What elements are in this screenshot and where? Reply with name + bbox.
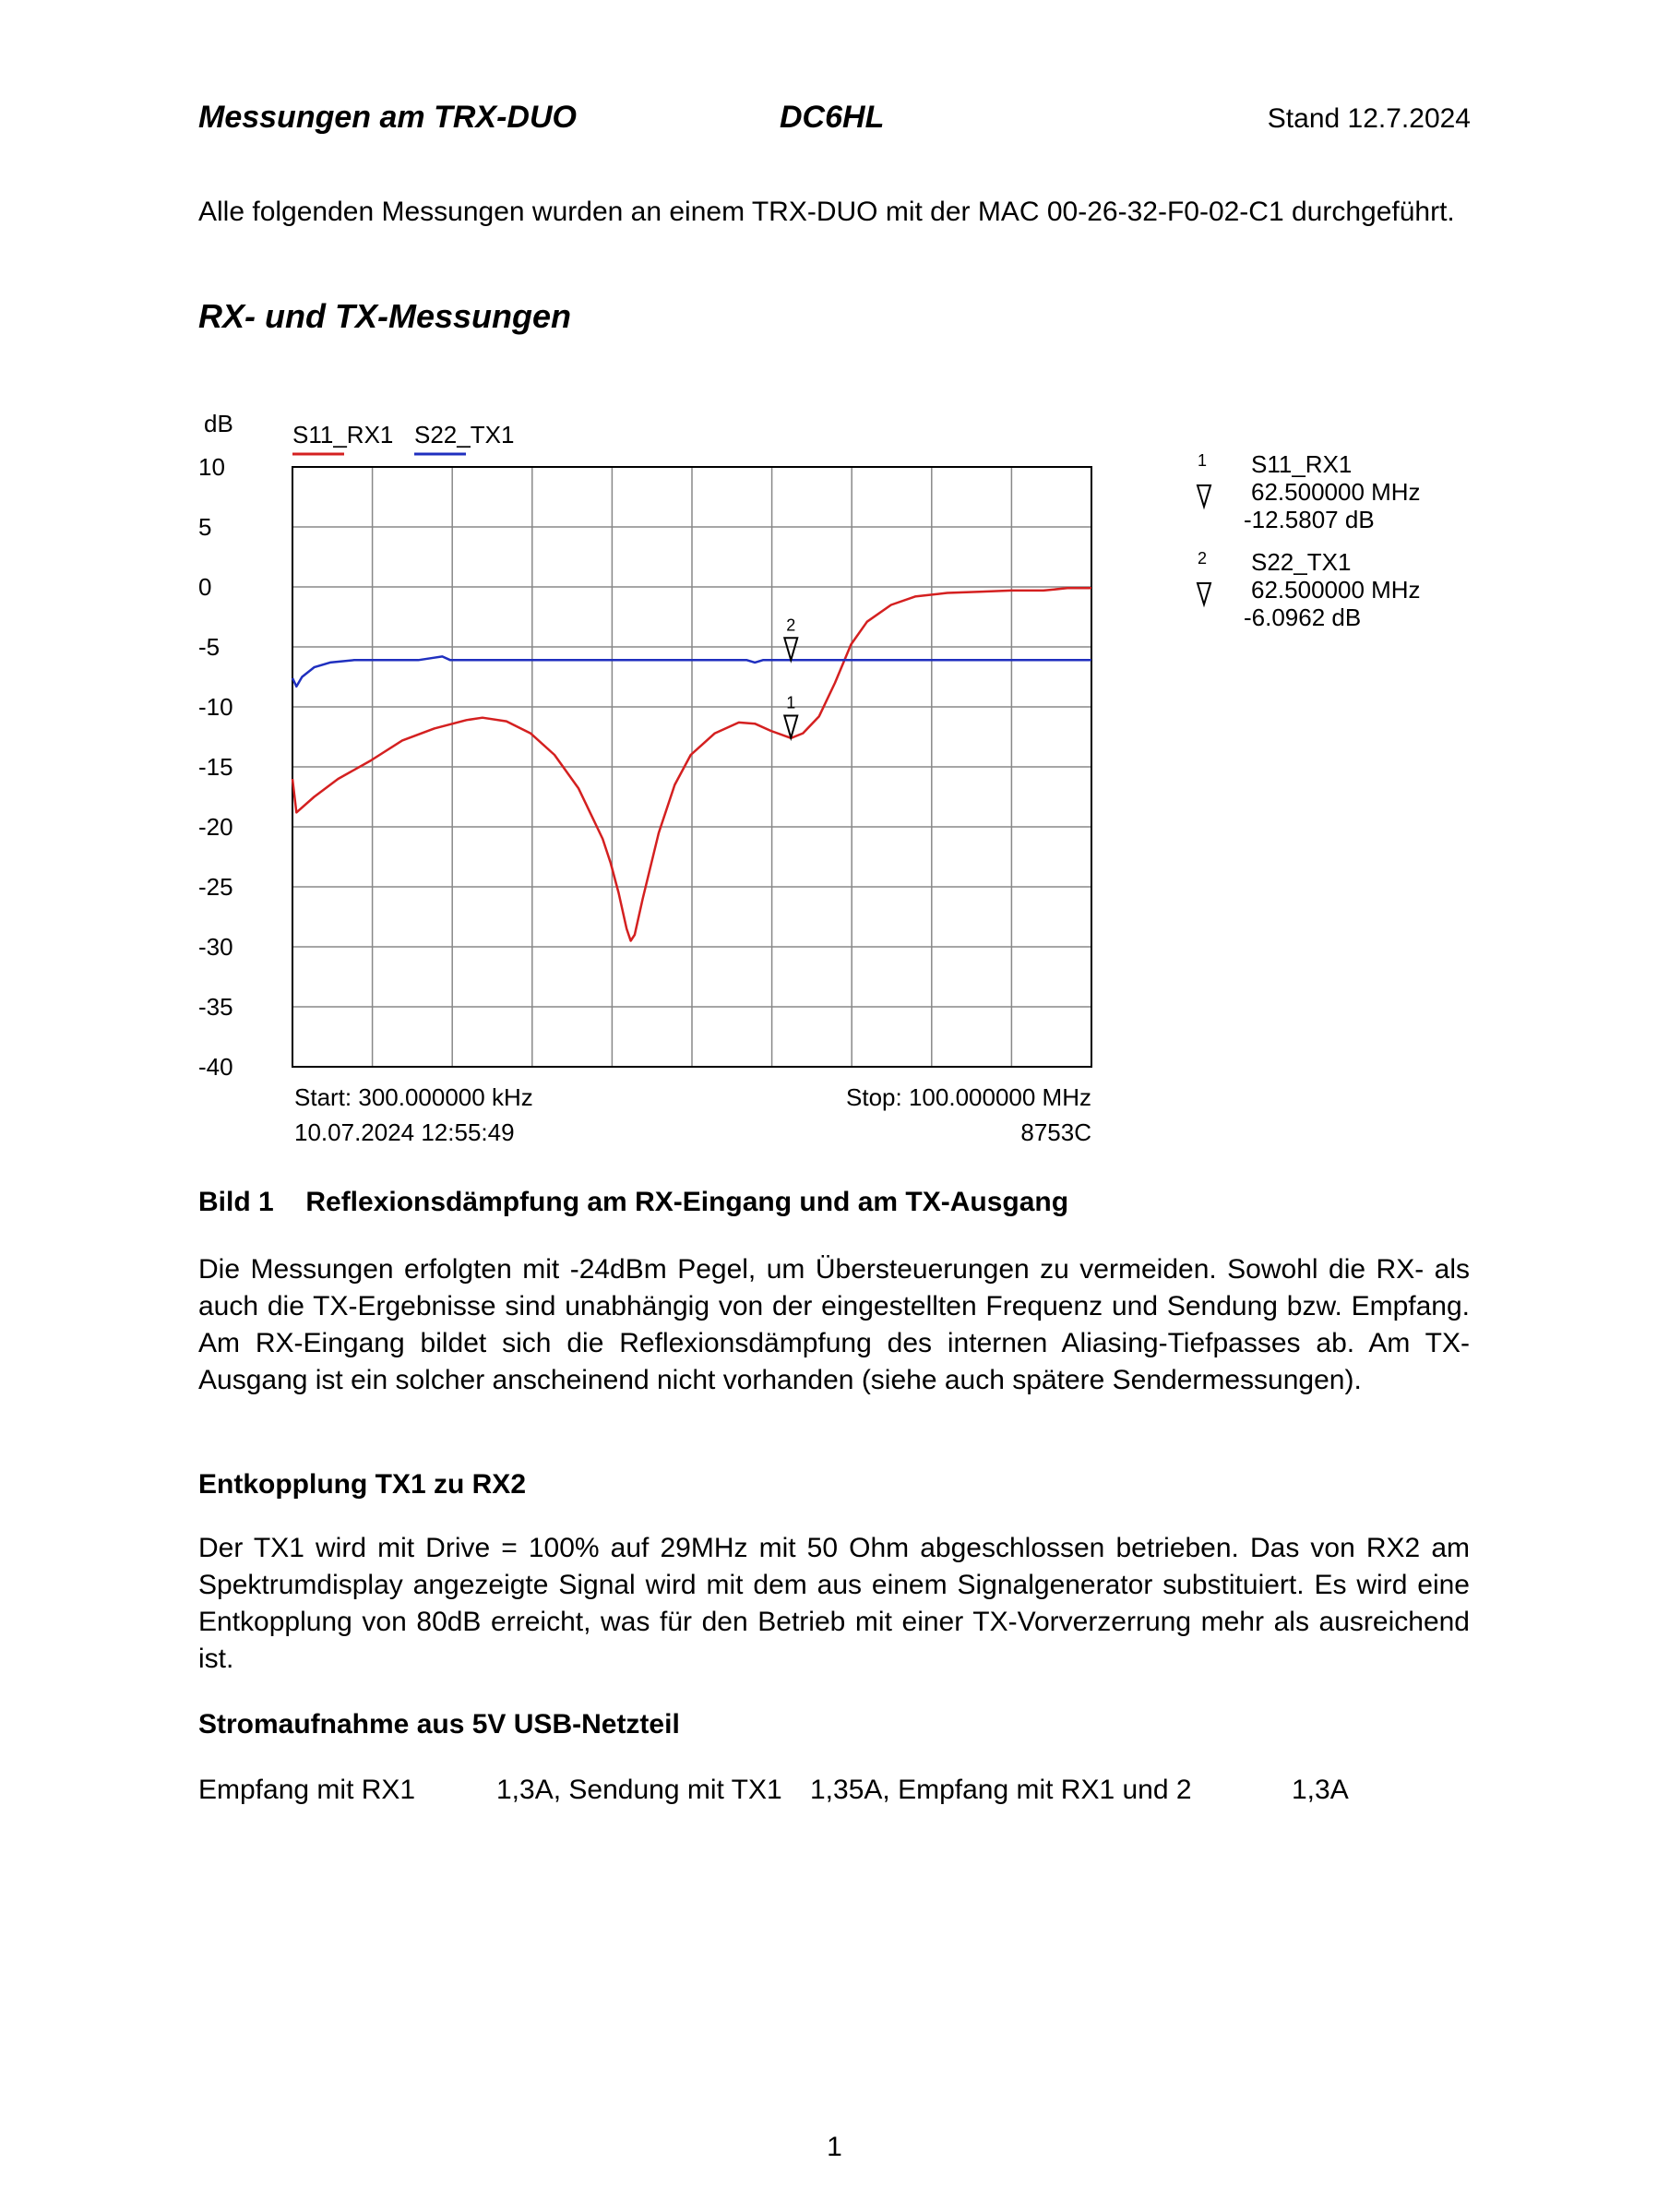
marker-2-label: 2 — [786, 616, 796, 635]
readout-1-freq: 62.500000 MHz — [1251, 478, 1421, 506]
current-rx1-label: Empfang mit RX1 — [198, 1775, 416, 1805]
legend-s11-label: S11_RX1 — [292, 421, 394, 448]
readout-2-name: S22_TX1 — [1251, 548, 1352, 576]
readout-2-id: 2 — [1198, 549, 1208, 568]
current-consumption-line — [198, 1772, 1470, 1809]
readout-2-freq: 62.500000 MHz — [1251, 576, 1421, 604]
figure-caption — [198, 1187, 1068, 1218]
start-label: Start: 300.000000 kHz — [294, 1083, 533, 1111]
y-tick-label: 10 — [198, 453, 225, 481]
markers — [784, 616, 797, 737]
readout-1-id: 1 — [1198, 451, 1208, 470]
marker-readout-1 — [1198, 450, 1421, 533]
y-tick-label: 5 — [198, 513, 212, 541]
y-tick-labels — [198, 453, 233, 1081]
timestamp: 10.07.2024 12:55:49 — [294, 1118, 515, 1144]
instrument-label: 8753C — [1020, 1118, 1091, 1144]
readout-1-name: S11_RX1 — [1251, 450, 1353, 478]
grid — [292, 467, 1091, 1067]
document-title: Messungen am TRX-DUO — [198, 100, 577, 135]
measurement-paragraph: Die Messungen erfolgten mit -24dBm Pegel, um Übersteuerungen zu vermeiden. Sowohl die RX- als auch die TX-Ergebnisse sind unabhängig von der eingestellten Frequenz und Sendung bzw. Empfang. Am RX-Eingang bildet sich die Reflexionsdämpfung des internen Aliasing-Tiefpasses ab. Am TX-Ausgang ist ein solcher anscheinend nicht vorhanden (siehe auch spätere Sendermessungen). — [198, 1254, 1470, 1395]
subheading-isolation: Entkopplung TX1 zu RX2 — [198, 1469, 527, 1500]
readout-2-value: -6.0962 dB — [1244, 604, 1362, 631]
y-tick-label: -10 — [198, 693, 233, 721]
marker-1-label: 1 — [786, 693, 796, 712]
y-tick-label: -15 — [198, 753, 233, 781]
callsign: DC6HL — [780, 100, 885, 135]
current-rx12-value: 1,3A — [1292, 1775, 1349, 1805]
current-tx1-value: 1,35A, Empfang mit RX1 und 2 — [810, 1775, 1192, 1805]
legend-s22-label: S22_TX1 — [414, 421, 515, 448]
y-axis-label: dB — [204, 410, 233, 437]
stop-label: Stop: 100.000000 MHz — [846, 1083, 1091, 1111]
page-number: 1 — [827, 2132, 842, 2162]
intro-paragraph: Alle folgenden Messungen wurden an einem TRX-DUO mit der MAC 00-26-32-F0-02-C1 durchgeführt. — [198, 197, 1455, 227]
marker-1-triangle-icon — [784, 716, 797, 738]
marker-readout-2 — [1198, 548, 1421, 631]
caption-label: Bild 1 — [198, 1187, 274, 1217]
y-tick-label: -20 — [198, 813, 233, 841]
subheading-current: Stromaufnahme aus 5V USB-Netzteil — [198, 1709, 680, 1740]
section-title: RX- und TX-Messungen — [198, 297, 571, 335]
marker-2-triangle-icon — [784, 638, 797, 660]
y-tick-label: 0 — [198, 573, 212, 601]
marker-triangle-icon — [1198, 583, 1210, 604]
legend — [292, 421, 514, 454]
y-tick-label: -25 — [198, 873, 233, 901]
y-tick-label: -30 — [198, 933, 233, 961]
y-tick-label: -5 — [198, 633, 221, 661]
y-tick-label: -35 — [198, 993, 233, 1021]
marker-triangle-icon — [1198, 485, 1210, 507]
y-tick-label: -40 — [198, 1053, 233, 1081]
network-analyzer-chart — [198, 406, 1453, 1144]
readout-1-value: -12.5807 dB — [1244, 506, 1375, 533]
caption-text: Reflexionsdämpfung am RX-Eingang und am TX-Ausgang — [305, 1187, 1069, 1217]
isolation-paragraph: Der TX1 wird mit Drive = 100% auf 29MHz mit 50 Ohm abgeschlossen betrieben. Das von RX2 am Spektrumdisplay angezeigte Signal wird mit dem aus einem Signalgenerator substituiert. Es wird eine Entkopplung von 80dB erreicht, was für den Betrieb mit einer TX-Vorverzerrung mehr als ausreichend ist. — [198, 1533, 1470, 1674]
revision-date: Stand 12.7.2024 — [1267, 103, 1471, 134]
current-rx1-value: 1,3A, Sendung mit TX1 — [496, 1775, 782, 1805]
